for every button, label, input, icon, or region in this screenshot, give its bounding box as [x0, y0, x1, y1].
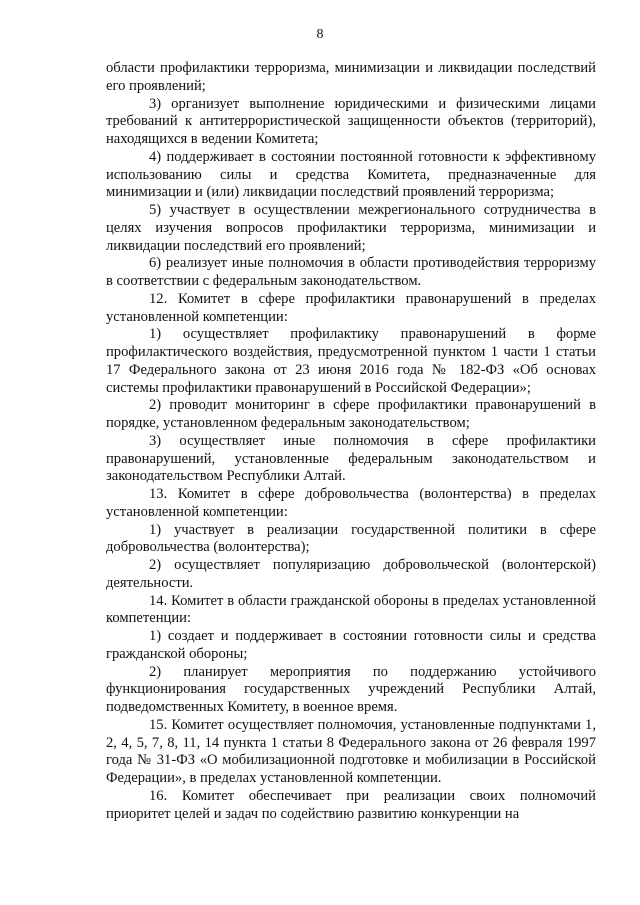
paragraph-11-item-5: 5) участвует в осуществлении межрегионального сотрудничества в целях изучения вопросов профилактики терроризма, минимизации и ликвидации последствий его проявлений; — [106, 202, 596, 254]
paragraph-13-item-1: 1) участвует в реализации государственной политики в сфере добровольчества (волонтерства); — [106, 521, 596, 556]
paragraph-14-item-1: 1) создает и поддерживает в состоянии готовности силы и средства гражданской обороны; — [106, 628, 596, 662]
paragraph-14: 14. Комитет в области гражданской обороны в пределах установленной компетенции: — [106, 592, 596, 627]
page-number: 8 — [316, 27, 324, 42]
paragraph-13: 13. Комитет в сфере добровольчества (волонтерства) в пределах установленной компетенции: — [106, 486, 596, 520]
paragraph-16: 16. Комитет обеспечивает при реализации своих полномочий приоритет целей и задач по содействию развитию конкуренции на — [106, 787, 596, 822]
document-body — [106, 60, 596, 823]
paragraph-12-item-1: 1) осуществляет профилактику правонарушений в форме профилактического воздействия, предусмотренной пунктом 1 части 1 статьи 17 Федерального закона от 23 июня 2016 года № 182-ФЗ «Об основах системы профилактики правонарушений в Российской Федерации»; — [106, 326, 596, 396]
paragraph-14-item-2: 2) планирует мероприятия по поддержанию устойчивого функционирования государственных учреждений Республики Алтай, подведомственных Комитету, в военное время. — [106, 663, 596, 715]
paragraph-13-item-2: 2) осуществляет популяризацию добровольческой (волонтерской) деятельности. — [106, 557, 596, 591]
paragraph-12-item-3: 3) осуществляет иные полномочия в сфере профилактики правонарушений, установленные федеральным законодательством и законодательством Республики Алтай. — [106, 432, 596, 485]
paragraph-15: 15. Комитет осуществляет полномочия, установленные подпунктами 1, 2, 4, 5, 7, 8, 11, 14 пункта 1 статьи 8 Федерального закона от 26 февраля 1997 года № 31-ФЗ «О мобилизационной подготовке и мобилизации в Российской Федерации», в пределах установленной компетенции. — [106, 716, 596, 786]
paragraph-11-item-3: 3) организует выполнение юридическими и физическими лицами требований к антитеррористической защищенности объектов (территорий), находящихся в ведении Комитета; — [106, 95, 596, 147]
paragraph-11-item-4: 4) поддерживает в состоянии постоянной готовности к эффективному использованию силы и средства Комитета, предназначенные для минимизации и (или) ликвидации последствий проявлений терроризма; — [106, 148, 596, 201]
paragraph-12: 12. Комитет в сфере профилактики правонарушений в пределах установленной компетенции: — [106, 290, 596, 325]
paragraph-12-item-2: 2) проводит мониторинг в сфере профилактики правонарушений в порядке, установленном федеральным законодательством; — [106, 397, 596, 431]
paragraph-11-item-6: 6) реализует иные полномочия в области противодействия терроризму в соответствии с федеральным законодательством. — [106, 255, 596, 289]
paragraph-continuation: области профилактики терроризма, минимизации и ликвидации последствий его проявлений; — [106, 60, 596, 94]
